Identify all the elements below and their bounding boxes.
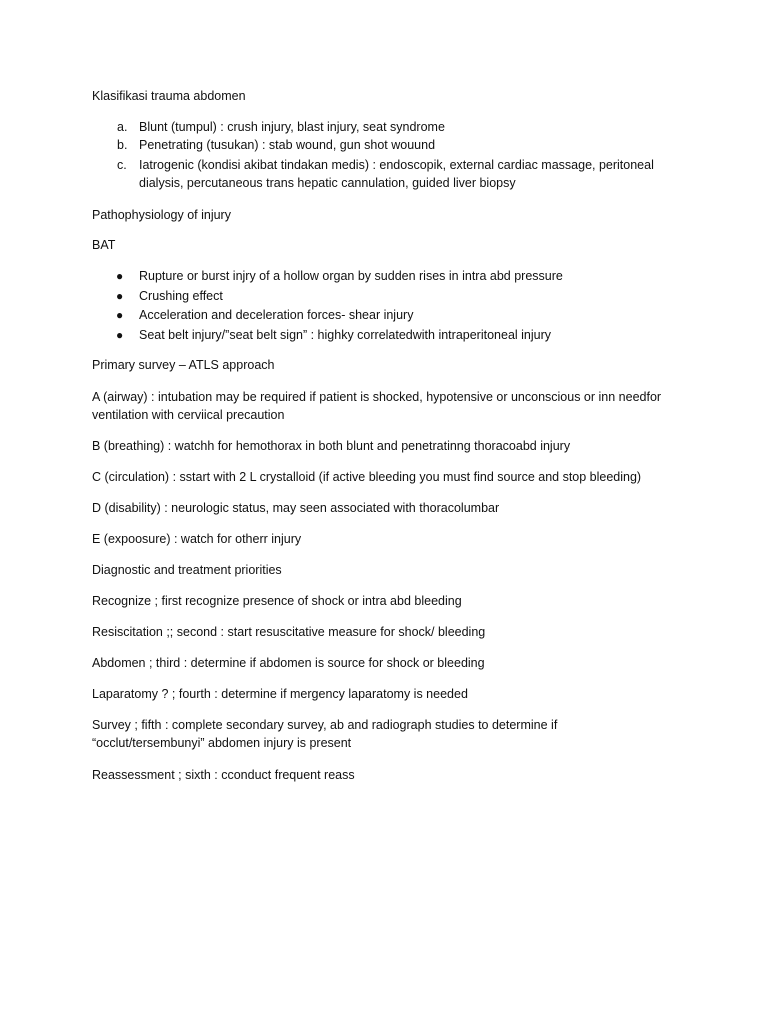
bullet-item-acceleration: Acceleration and deceleration forces- shear injury <box>139 308 414 322</box>
bullet-icon: ● <box>116 289 124 303</box>
survey-circulation: C (circulation) : sstart with 2 L crystalloid (if active bleeding you must find source and stop bleeding) <box>92 470 642 484</box>
priority-laparatomy: Laparatomy ? ; fourth : determine if mergency laparatomy is needed <box>92 687 468 701</box>
list-marker-a: a. <box>117 120 128 134</box>
bullet-icon: ● <box>116 328 124 342</box>
bullet-item-rupture: Rupture or burst injry of a hollow organ by sudden rises in intra abd pressure <box>139 269 563 283</box>
priority-survey: Survey ; fifth : complete secondary survey, ab and radiograph studies to determine if “occlut/tersembunyi” abdomen injury is present <box>92 718 558 750</box>
priority-reassessment: Reassessment ; sixth : cconduct frequent reass <box>92 768 355 782</box>
heading-primary-survey: Primary survey – ATLS approach <box>92 358 275 372</box>
heading-klasifikasi: Klasifikasi trauma abdomen <box>92 89 246 103</box>
list-item-iatrogenic: Iatrogenic (kondisi akibat tindakan medis) : endoscopik, external cardiac massage, peritoneal dialysis, percutaneous trans hepatic cannulation, guided liver biopsy <box>139 158 654 190</box>
survey-breathing: B (breathing) : watchh for hemothorax in both blunt and penetratinng thoracoabd injury <box>92 439 571 453</box>
list-marker-c: c. <box>117 158 127 172</box>
priority-abdomen: Abdomen ; third : determine if abdomen is source for shock or bleeding <box>92 656 485 670</box>
survey-airway: A (airway) : intubation may be required if patient is shocked, hypotensive or unconscious or inn needfor ventilation with cerviical precaution <box>92 390 662 422</box>
priority-resuscitation: Resiscitation ;; second : start resuscitative measure for shock/ bleeding <box>92 625 486 639</box>
survey-exposure: E (expoosure) : watch for otherr injury <box>92 532 302 546</box>
heading-pathophysiology: Pathophysiology of injury <box>92 208 231 222</box>
list-marker-b: b. <box>117 138 128 152</box>
bullet-icon: ● <box>116 269 124 283</box>
survey-disability: D (disability) : neurologic status, may seen associated with thoracolumbar <box>92 501 500 515</box>
list-item-blunt: Blunt (tumpul) : crush injury, blast injury, seat syndrome <box>139 120 445 134</box>
priority-recognize: Recognize ; first recognize presence of shock or intra abd bleeding <box>92 594 462 608</box>
bullet-item-crushing: Crushing effect <box>139 289 223 303</box>
list-item-penetrating: Penetrating (tusukan) : stab wound, gun shot wouund <box>139 138 436 152</box>
heading-diagnostic: Diagnostic and treatment priorities <box>92 563 282 577</box>
bullet-item-seatbelt: Seat belt injury/”seat belt sign” : highky correlatedwith intraperitoneal injury <box>139 328 552 342</box>
bullet-icon: ● <box>116 308 124 322</box>
label-bat: BAT <box>92 238 116 252</box>
